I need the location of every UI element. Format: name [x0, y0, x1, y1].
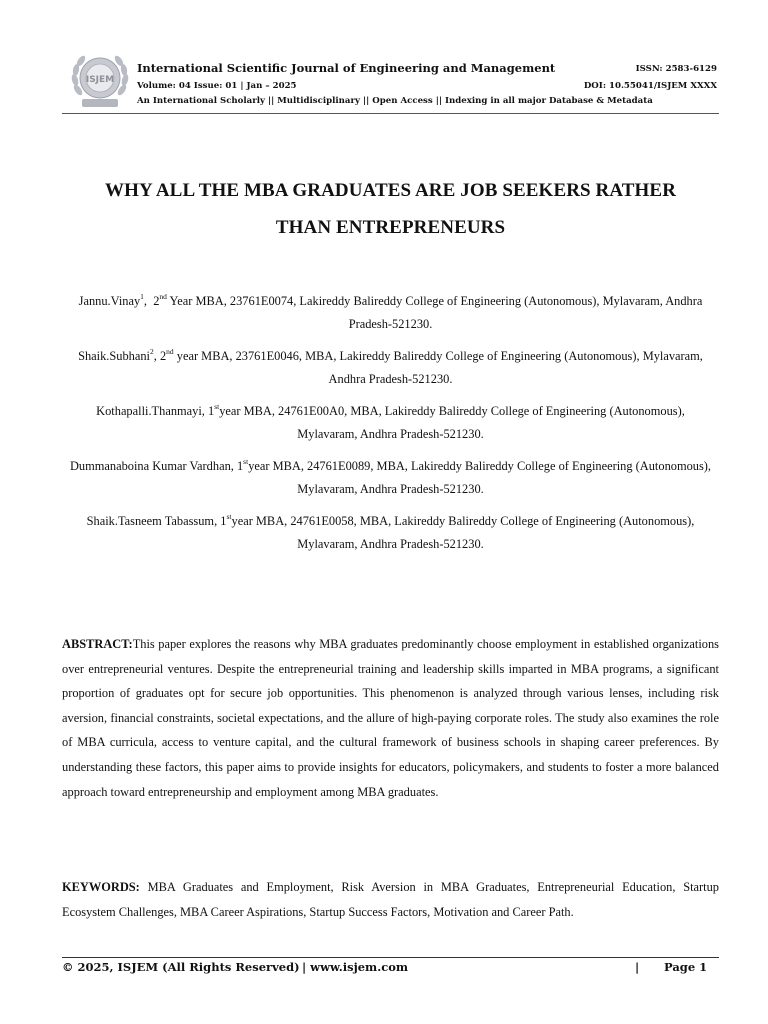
author-name: Jannu.Vinay — [78, 294, 141, 308]
author-details: Year MBA, 23761E0074, Lakireddy Balireddy College of Engineering (Autonomous), Mylavaram, Andhra — [166, 294, 703, 308]
author-entry — [62, 400, 719, 446]
author-line — [62, 510, 719, 533]
author-list — [62, 290, 719, 565]
author-year: 2 — [159, 349, 167, 363]
paper-title — [62, 172, 719, 246]
author-year: 1 — [220, 514, 227, 528]
journal-name: International Scientific Journal of Engineering and Management — [137, 61, 556, 75]
author-year-suffix: nd — [166, 346, 174, 356]
author-line — [62, 290, 719, 313]
author-address: Mylavaram, Andhra Pradesh-521230. — [297, 537, 484, 551]
author-address: Pradesh-521230. — [348, 317, 433, 331]
author-name: Shaik.Subhani — [78, 349, 150, 363]
volume-issue: Volume: 04 Issue: 01 | Jan – 2025 — [137, 81, 297, 91]
footer-divider — [62, 957, 719, 958]
author-sep: , — [230, 459, 237, 473]
author-address: Mylavaram, Andhra Pradesh-521230. — [297, 482, 484, 496]
author-sep: , — [153, 349, 160, 363]
author-year-suffix: st — [243, 456, 249, 466]
keywords-label: KEYWORDS: — [62, 880, 140, 894]
author-address: Andhra Pradesh-521230. — [328, 372, 453, 386]
author-year: 1 — [208, 404, 215, 418]
author-sep: , — [201, 404, 208, 418]
author-line — [62, 455, 719, 478]
author-line — [62, 345, 719, 368]
journal-tagline: An International Scholarly || Multidisciplinary || Open Access || Indexing in all major Database & Metadata — [137, 96, 653, 106]
journal-logo — [70, 50, 130, 114]
author-year-suffix: nd — [159, 291, 167, 301]
footer-website-link[interactable]: | www.isjem.com — [302, 960, 409, 974]
author-affil-mark: 1 — [140, 291, 144, 301]
author-address: Mylavaram, Andhra Pradesh-521230. — [297, 427, 484, 441]
author-year: 2 — [153, 294, 160, 308]
author-affil-mark: 2 — [150, 346, 154, 356]
author-year-suffix: st — [214, 401, 220, 411]
author-entry — [62, 345, 719, 391]
abstract-text: This paper explores the reasons why MBA graduates predominantly choose employment in established organizations over entrepreneurial ventures. Despite the entrepreneurial training and leadership skills imparted in MBA programs, a significant proportion of graduates opt for secure job opportunities. This phenomenon is analyzed through various lenses, including risk aversion, financial constraints, societal expectations, and the allure of high-paying corporate roles. The study also examines the role of MBA curricula, access to venture capital, and the cultural framework of business schools in shaping career preferences. By understanding these factors, this paper aims to provide insights for educators, policymakers, and students to foster a more balanced approach toward entrepreneurship and employment among MBA graduates. — [62, 637, 719, 799]
author-entry — [62, 510, 719, 556]
author-entry — [62, 455, 719, 501]
footer-copyright: © 2025, ISJEM (All Rights Reserved) — [62, 960, 300, 974]
author-details: year MBA, 23761E0046, MBA, Lakireddy Balireddy College of Engineering (Autonomous), Mylavaram, — [173, 349, 703, 363]
author-name: Shaik.Tasneem Tabassum — [86, 514, 215, 528]
author-name: Kothapalli.Thanmayi — [96, 404, 202, 418]
abstract-label: ABSTRACT: — [62, 637, 133, 651]
author-entry — [62, 290, 719, 336]
doi: DOI: 10.55041/ISJEM XXXX — [583, 81, 717, 91]
issn: ISSN: 2583-6129 — [635, 64, 717, 74]
author-year-suffix: st — [226, 511, 232, 521]
author-details: year MBA, 24761E00A0, MBA, Lakireddy Balireddy College of Engineering (Autonomous), — [219, 404, 685, 418]
title-line-2: THAN ENTREPRENEURS — [275, 217, 506, 238]
author-year: 1 — [236, 459, 244, 473]
author-sep: , — [143, 294, 154, 308]
author-sep: , — [214, 514, 221, 528]
title-line-1: WHY ALL THE MBA GRADUATES ARE JOB SEEKERS RATHER — [104, 180, 677, 201]
abstract — [62, 632, 719, 804]
keywords-text: MBA Graduates and Employment, Risk Aversion in MBA Graduates, Entrepreneurial Education, Startup Ecosystem Challenges, MBA Career Aspirations, Startup Success Factors, Motivation and Career Path. — [62, 880, 719, 919]
page-number: Page 1 — [664, 960, 708, 974]
author-line — [62, 400, 719, 423]
header-divider — [62, 113, 719, 114]
author-details: year MBA, 24761E0058, MBA, Lakireddy Balireddy College of Engineering (Autonomous), — [231, 514, 695, 528]
author-name: Dummanaboina Kumar Vardhan — [69, 459, 231, 473]
keywords — [62, 875, 719, 924]
footer-separator: | — [635, 960, 640, 974]
author-details: year MBA, 24761E0089, MBA, Lakireddy Balireddy College of Engineering (Autonomous), — [248, 459, 712, 473]
svg-text:ISJEM: ISJEM — [85, 75, 115, 85]
